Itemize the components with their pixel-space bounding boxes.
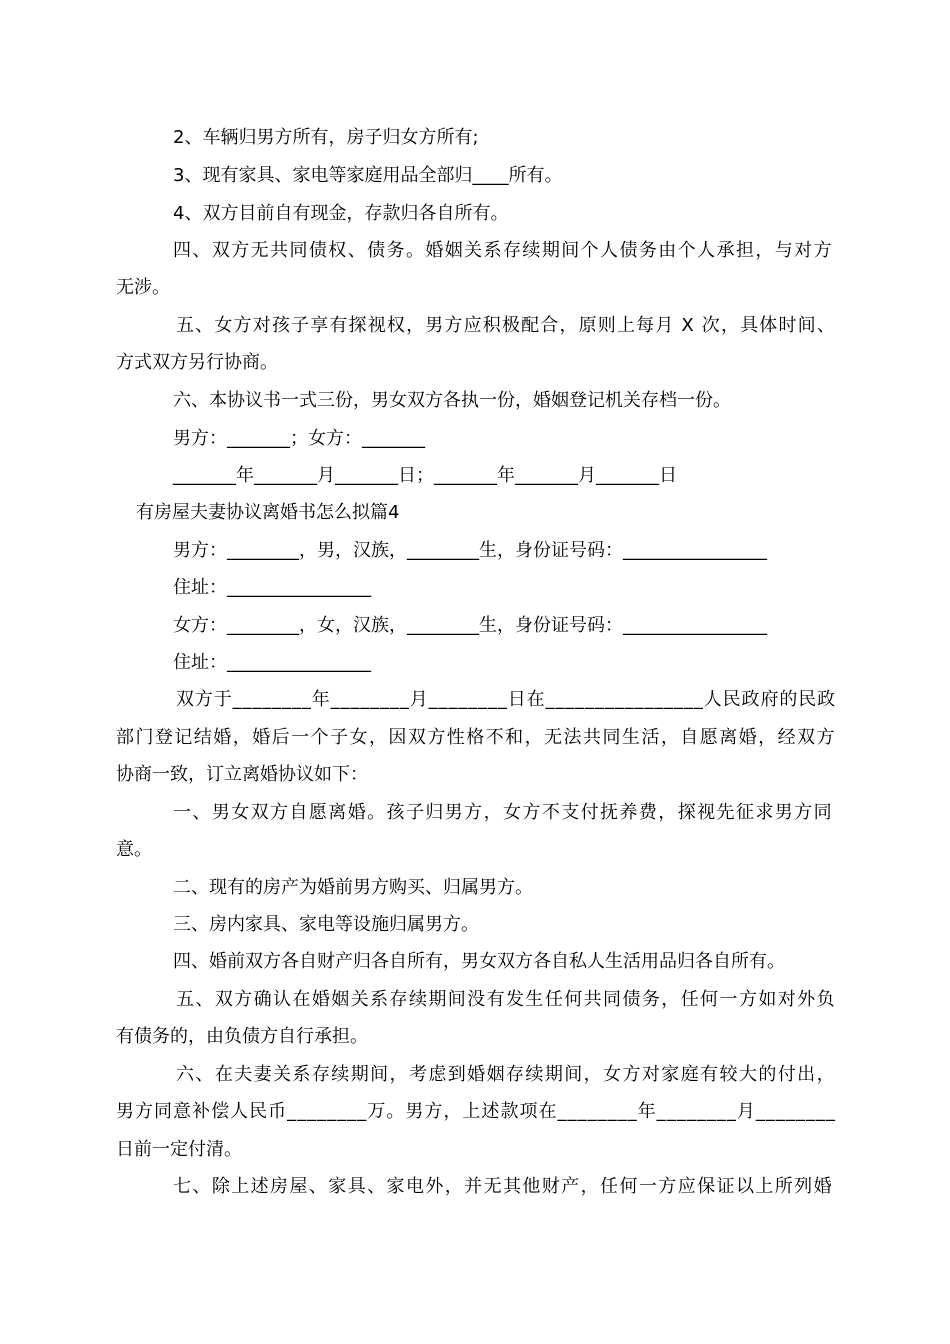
paragraph-line: 一、男女双方自愿离婚。孩子归男方，女方不支付抚养费，探视先征求男方同 [173, 802, 834, 823]
paragraph-line: 日前一定付清。 [116, 1139, 242, 1160]
paragraph-line: 二、现有的房产为婚前男方购买、归属男方。 [173, 877, 533, 898]
paragraph-line: 七、除上述房屋、家具、家电外，并无其他财产，任何一方应保证以上所列婚 [173, 1176, 834, 1197]
paragraph-line: 五、女方对孩子享有探视权，男方应积极配合，原则上每月 X 次，具体时间、 [176, 315, 836, 336]
paragraph-line: 五、双方确认在婚姻关系存续期间没有发生任何共同债务，任何一方如对外负 [176, 989, 837, 1010]
address-line: 住址：________________ [173, 577, 371, 598]
paragraph-line: 意。 [116, 839, 152, 860]
party-line: 女方：________，女，汉族，________生，身份证号码：________________ [173, 615, 767, 636]
paragraph-line: 部门登记结婚，婚后一个子女，因双方性格不和，无法共同生活，自愿离婚，经双方 [116, 727, 836, 748]
paragraph-line: 有债务的，由负债方自行承担。 [116, 1026, 368, 1047]
party-line: 男方：________，男，汉族，________生，身份证号码：________________ [173, 540, 767, 561]
paragraph-line: 协商一致，订立离婚协议如下： [116, 764, 368, 785]
paragraph-line: 四、双方无共同债权、债务。婚姻关系存续期间个人债务由个人承担，与对方 [173, 240, 834, 261]
address-line: 住址：________________ [173, 652, 371, 673]
paragraph-line: 六、在夫妻关系存续期间，考虑到婚姻存续期间，女方对家庭有较大的付出， [176, 1064, 837, 1085]
paragraph-line: 方式双方另行协商。 [116, 352, 278, 373]
paragraph-line: 双方于________年________月________日在________________人民政府的民政 [176, 689, 837, 710]
paragraph-line: 四、婚前双方各自财产归各自所有，男女双方各自私人生活用品归各自所有。 [173, 951, 785, 972]
paragraph-line: 无涉。 [116, 277, 170, 298]
signature-line: 男方：_______；女方：_______ [173, 428, 425, 449]
section-title: 有房屋夫妻协议离婚书怎么拟篇4 [136, 502, 400, 523]
text-line: 2、车辆归男方所有，房子归女方所有; [173, 127, 479, 148]
paragraph-line: 六、本协议书一式三份，男女双方各执一份，婚姻登记机关存档一份。 [173, 390, 731, 411]
text-line: 4、双方目前自有现金，存款归各自所有。 [173, 203, 509, 224]
paragraph-line: 男方同意补偿人民币________万。男方，上述款项在________年________月________ [116, 1101, 837, 1122]
text-line: 3、现有家具、家电等家庭用品全部归____所有。 [173, 165, 563, 186]
paragraph-line: 三、房内家具、家电等设施归属男方。 [173, 914, 479, 935]
date-line: _______年_______月_______日；_______年_______月_______日 [173, 465, 677, 486]
